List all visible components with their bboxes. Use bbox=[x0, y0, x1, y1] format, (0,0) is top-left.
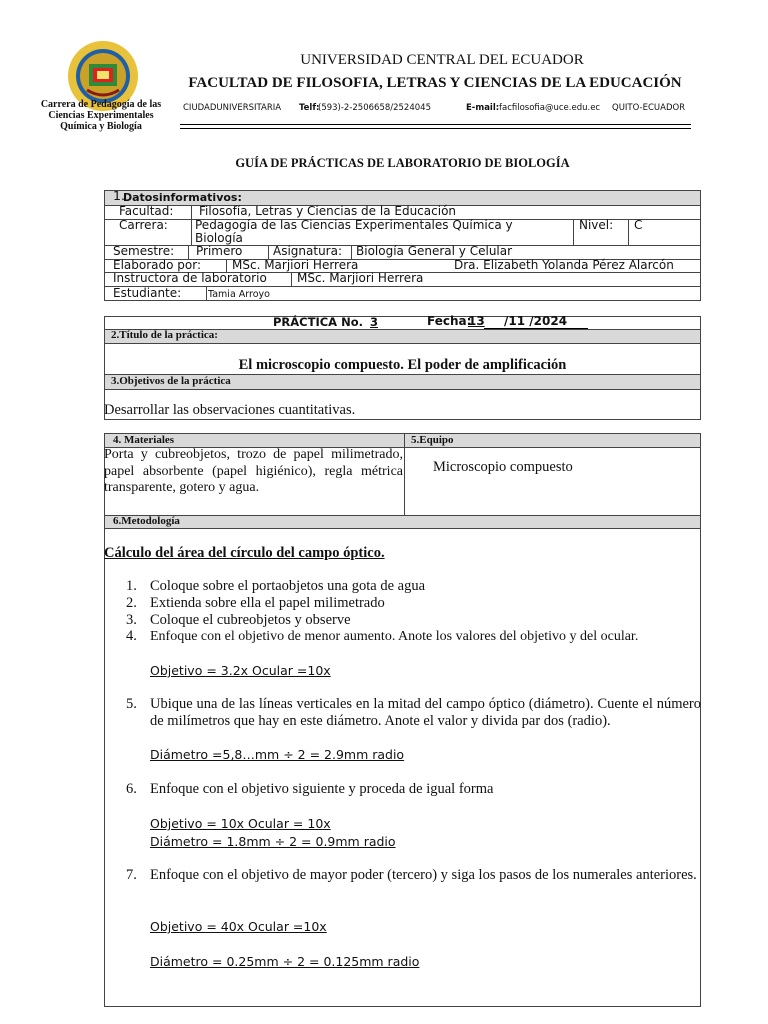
list-item bbox=[104, 867, 701, 901]
step-number: 3. bbox=[126, 612, 137, 628]
address-text: CIUDADUNIVERSITARIA bbox=[183, 103, 282, 113]
career-side-label bbox=[30, 99, 172, 132]
list-item bbox=[104, 696, 701, 730]
objective-text: Desarrollar las observaciones cuantitativas. bbox=[104, 402, 356, 418]
step-text: Enfoque con el objetivo de mayor poder (tercero) y siga los pasos de los numerales anteriores. bbox=[150, 867, 697, 883]
materials-text: Porta y cubreobjetos, trozo de papel milimetrado, papel absorbente (papel higiénico), regla métrica transparente, gotero y agua. bbox=[104, 447, 403, 495]
phone-label: Telf: bbox=[299, 103, 320, 113]
step-number: 5. bbox=[126, 696, 137, 712]
estudiante-value: Tamia Arroyo bbox=[208, 289, 270, 300]
email-label: E-mail: bbox=[466, 103, 500, 113]
instructora-value: MSc. Marjiori Herrera bbox=[297, 271, 424, 285]
methodology-subtitle: Cálculo del área del círculo del campo óptico. bbox=[104, 545, 385, 561]
email-link[interactable]: facfilosofia@uce.edu.ec bbox=[499, 103, 601, 113]
nivel-label: Nivel: bbox=[579, 218, 614, 232]
city-text: QUITO-ECUADOR bbox=[612, 103, 686, 113]
elaborado-author-2: Dra. Elizabeth Yolanda Pérez Alarcón bbox=[454, 258, 674, 272]
list-item bbox=[104, 595, 701, 612]
carrera-value: Pedagogía de las Ciencias Experimentales Química y bbox=[195, 218, 513, 232]
step-number: 2. bbox=[126, 595, 137, 611]
materials-heading: 4. Materiales bbox=[113, 434, 175, 446]
fecha-rest: /11 /2024 bbox=[504, 314, 568, 328]
estudiante-label: Estudiante: bbox=[113, 286, 182, 300]
carrera-label: Carrera: bbox=[119, 218, 168, 232]
faculty-name: FACULTAD DE FILOSOFIA, LETRAS Y CIENCIAS DE LA EDUCACIÓN bbox=[188, 75, 682, 91]
calc-objetivo-2: Objetivo = 10x Ocular = 10x bbox=[150, 816, 331, 831]
calc-diametro-1: Diámetro =5,8…mm ÷ 2 = 2.9mm radio bbox=[150, 747, 405, 762]
semestre-label: Semestre: bbox=[113, 244, 175, 258]
list-item bbox=[104, 628, 701, 645]
career-line: Química y Biología bbox=[60, 121, 142, 132]
phone-text: (593)-2-2506658/2524045 bbox=[318, 103, 431, 113]
nivel-value: C bbox=[634, 218, 643, 232]
step-text: Extienda sobre ella el papel milimetrado bbox=[150, 595, 385, 611]
equipment-text: Microscopio compuesto bbox=[433, 459, 573, 475]
step-number: 1. bbox=[126, 578, 137, 594]
fecha-underline bbox=[484, 315, 588, 329]
career-line: Carrera de Pedagogía de las bbox=[40, 99, 162, 110]
asignatura-value: Biología General y Celular bbox=[356, 244, 513, 258]
informative-heading: Datosinformativos: bbox=[123, 191, 242, 204]
header-divider bbox=[180, 128, 691, 129]
informative-number: 1. bbox=[113, 188, 125, 203]
practica-number: 3 bbox=[370, 315, 379, 329]
semestre-value: Primero bbox=[196, 244, 243, 258]
elaborado-author-1: MSc. Marjiori Herrera bbox=[232, 258, 359, 272]
fecha-label: Fecha: bbox=[427, 314, 472, 328]
calc-objetivo-3: Objetivo = 40x Ocular =10x bbox=[150, 919, 327, 934]
facultad-label: Facultad: bbox=[119, 204, 174, 218]
list-item bbox=[104, 578, 701, 595]
step-text: Coloque sobre el portaobjetos una gota de agua bbox=[150, 578, 426, 594]
step-text: Coloque el cubreobjetos y observe bbox=[150, 612, 351, 628]
guide-title: GUÍA DE PRÁCTICAS DE LABORATORIO DE BIOLOGÍA bbox=[235, 156, 570, 170]
methodology-heading: 6.Metodología bbox=[113, 515, 180, 527]
instructora-label: Instructora de laboratorio bbox=[113, 271, 267, 285]
facultad-value: Filosofía, Letras y Ciencias de la Educación bbox=[199, 204, 457, 218]
practice-title: El microscopio compuesto. El poder de amplificación bbox=[238, 357, 567, 373]
list-item bbox=[104, 612, 701, 629]
list-item bbox=[104, 781, 701, 798]
step-number: 4. bbox=[126, 628, 137, 644]
calc-diametro-2: Diámetro = 1.8mm ÷ 2 = 0.9mm radio bbox=[150, 834, 396, 849]
calc-diametro-3: Diámetro = 0.25mm ÷ 2 = 0.125mm radio bbox=[150, 954, 420, 969]
practica-label: PRÁCTICA No. bbox=[273, 315, 363, 329]
objectives-heading: 3.Objetivos de la práctica bbox=[111, 375, 231, 387]
career-line: Ciencias Experimentales bbox=[48, 110, 154, 121]
carrera-value-line2: Biología bbox=[195, 231, 243, 245]
step-number: 7. bbox=[126, 867, 137, 883]
elaborado-label: Elaborado por: bbox=[113, 258, 202, 272]
step-text: Enfoque con el objetivo de menor aumento. Anote los valores del objetivo y del ocular. bbox=[150, 629, 639, 644]
title-heading: 2.Título de la práctica: bbox=[111, 329, 218, 341]
university-name: UNIVERSIDAD CENTRAL DEL ECUADOR bbox=[300, 52, 584, 68]
asignatura-label: Asignatura: bbox=[273, 244, 343, 258]
step-text: Enfoque con el objetivo siguiente y proceda de igual forma bbox=[150, 781, 494, 797]
header-divider bbox=[180, 124, 691, 125]
materials-header-bg bbox=[105, 434, 700, 447]
calc-objetivo-1: Objetivo = 3.2x Ocular =10x bbox=[150, 663, 331, 678]
step-text: Ubique una de las líneas verticales en la mitad del campo óptico (diámetro). Cuente el número de milímetros que hay en este diámetro. Anote el valor y divida par dos (radio). bbox=[150, 696, 701, 729]
methodology-header-bg bbox=[105, 516, 700, 528]
step-number: 6. bbox=[126, 781, 137, 797]
fecha-day: 13 bbox=[468, 314, 485, 328]
equipment-heading: 5.Equipo bbox=[411, 434, 454, 446]
